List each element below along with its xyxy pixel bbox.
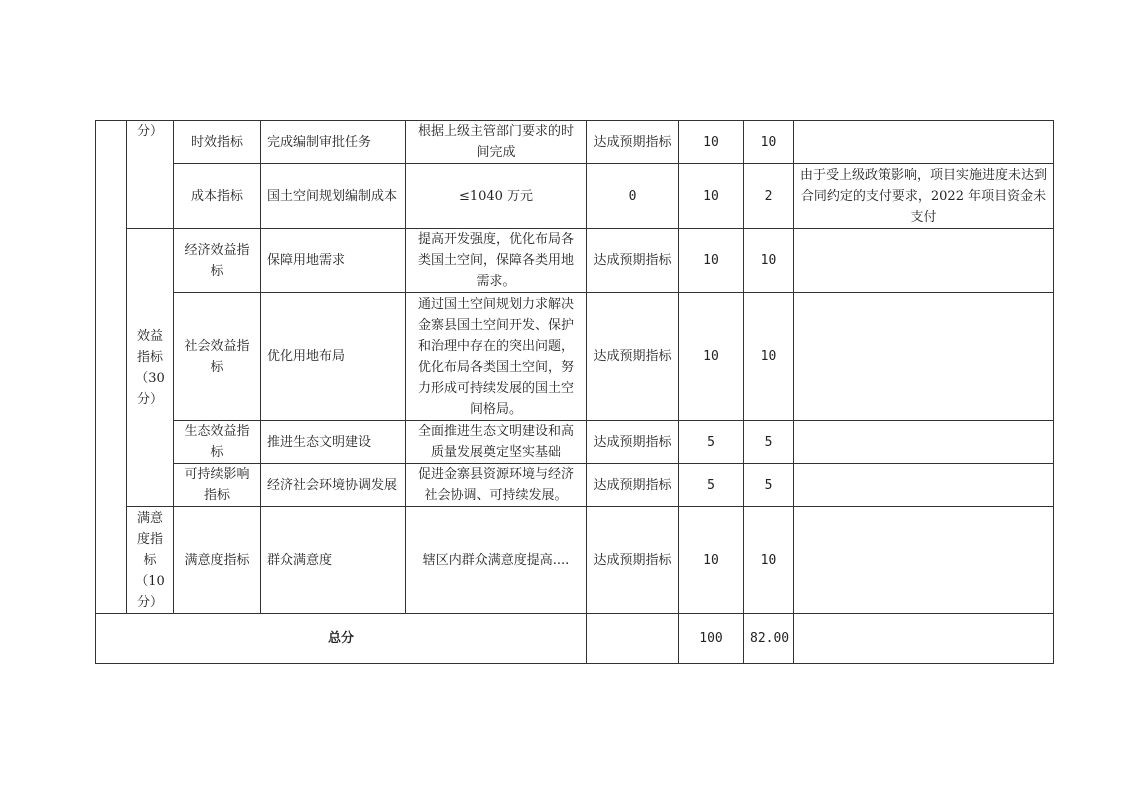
reason-cell: 由于受上级政策影响，项目实施进度未达到合同约定的支付要求，2022 年项目资金未支付 — [794, 164, 1054, 229]
weight-cell: 5 — [679, 464, 744, 507]
target-cell: ≤1040 万元 — [406, 164, 587, 229]
weight-cell: 10 — [679, 293, 744, 421]
score-cell: 10 — [744, 293, 794, 421]
actual-cell: 达成预期指标 — [587, 421, 679, 464]
indicator-cell: 可持续影响指标 — [174, 464, 261, 507]
reason-cell — [794, 507, 1054, 614]
outer-category-cell — [96, 121, 127, 614]
reason-cell — [794, 229, 1054, 293]
indicator-cell: 成本指标 — [174, 164, 261, 229]
weight-cell: 5 — [679, 421, 744, 464]
score-cell: 5 — [744, 421, 794, 464]
weight-cell: 10 — [679, 121, 744, 164]
sub-indicator-cell: 完成编制审批任务 — [261, 121, 406, 164]
total-score: 82.00 — [744, 614, 794, 664]
score-cell: 2 — [744, 164, 794, 229]
indicator-cell: 经济效益指标 — [174, 229, 261, 293]
target-cell: 通过国土空间规划力求解决金寨县国土空间开发、保护和治理中存在的突出问题，优化布局各类国土空间，努力形成可持续发展的国土空间格局。 — [406, 293, 587, 421]
target-cell: 促进金寨县资源环境与经济社会协调、可持续发展。 — [406, 464, 587, 507]
sub-indicator-cell: 群众满意度 — [261, 507, 406, 614]
table-row-economic — [96, 229, 1054, 293]
total-actual-cell — [587, 614, 679, 664]
actual-cell: 达成预期指标 — [587, 293, 679, 421]
sub-indicator-cell: 优化用地布局 — [261, 293, 406, 421]
indicator-cell: 社会效益指标 — [174, 293, 261, 421]
actual-cell: 达成预期指标 — [587, 507, 679, 614]
table-row-ecological — [96, 421, 1054, 464]
total-label: 总分 — [96, 614, 587, 664]
reason-cell — [794, 464, 1054, 507]
benefit-group-cell: 效益指标（30分） — [127, 229, 174, 507]
actual-cell: 0 — [587, 164, 679, 229]
sub-indicator-cell: 保障用地需求 — [261, 229, 406, 293]
reason-cell — [794, 293, 1054, 421]
output-group-cell: 分） — [127, 121, 174, 229]
target-cell: 提高开发强度，优化布局各类国土空间，保障各类用地需求。 — [406, 229, 587, 293]
sub-indicator-cell: 国土空间规划编制成本 — [261, 164, 406, 229]
score-cell: 10 — [744, 229, 794, 293]
sub-indicator-cell: 推进生态文明建设 — [261, 421, 406, 464]
total-reason-cell — [794, 614, 1054, 664]
target-cell: 辖区内群众满意度提高.... — [406, 507, 587, 614]
score-cell: 10 — [744, 507, 794, 614]
table-row-cost — [96, 164, 1054, 229]
reason-cell — [794, 121, 1054, 164]
actual-cell: 达成预期指标 — [587, 464, 679, 507]
target-cell: 根据上级主管部门要求的时间完成 — [406, 121, 587, 164]
indicator-cell: 时效指标 — [174, 121, 261, 164]
performance-evaluation-table — [95, 120, 1054, 664]
table-row-sustainable — [96, 464, 1054, 507]
target-cell: 全面推进生态文明建设和高质量发展奠定坚实基础 — [406, 421, 587, 464]
score-cell: 10 — [744, 121, 794, 164]
total-weight: 100 — [679, 614, 744, 664]
indicator-cell: 满意度指标 — [174, 507, 261, 614]
satisfaction-group-cell: 满意度指标（10分） — [127, 507, 174, 614]
sub-indicator-cell: 经济社会环境协调发展 — [261, 464, 406, 507]
score-cell: 5 — [744, 464, 794, 507]
indicator-cell: 生态效益指标 — [174, 421, 261, 464]
actual-cell: 达成预期指标 — [587, 229, 679, 293]
table-row-timeliness — [96, 121, 1054, 164]
actual-cell: 达成预期指标 — [587, 121, 679, 164]
weight-cell: 10 — [679, 229, 744, 293]
weight-cell: 10 — [679, 507, 744, 614]
table-row-total — [96, 614, 1054, 664]
table-row-satisfaction — [96, 507, 1054, 614]
table-row-social — [96, 293, 1054, 421]
weight-cell: 10 — [679, 164, 744, 229]
reason-cell — [794, 421, 1054, 464]
